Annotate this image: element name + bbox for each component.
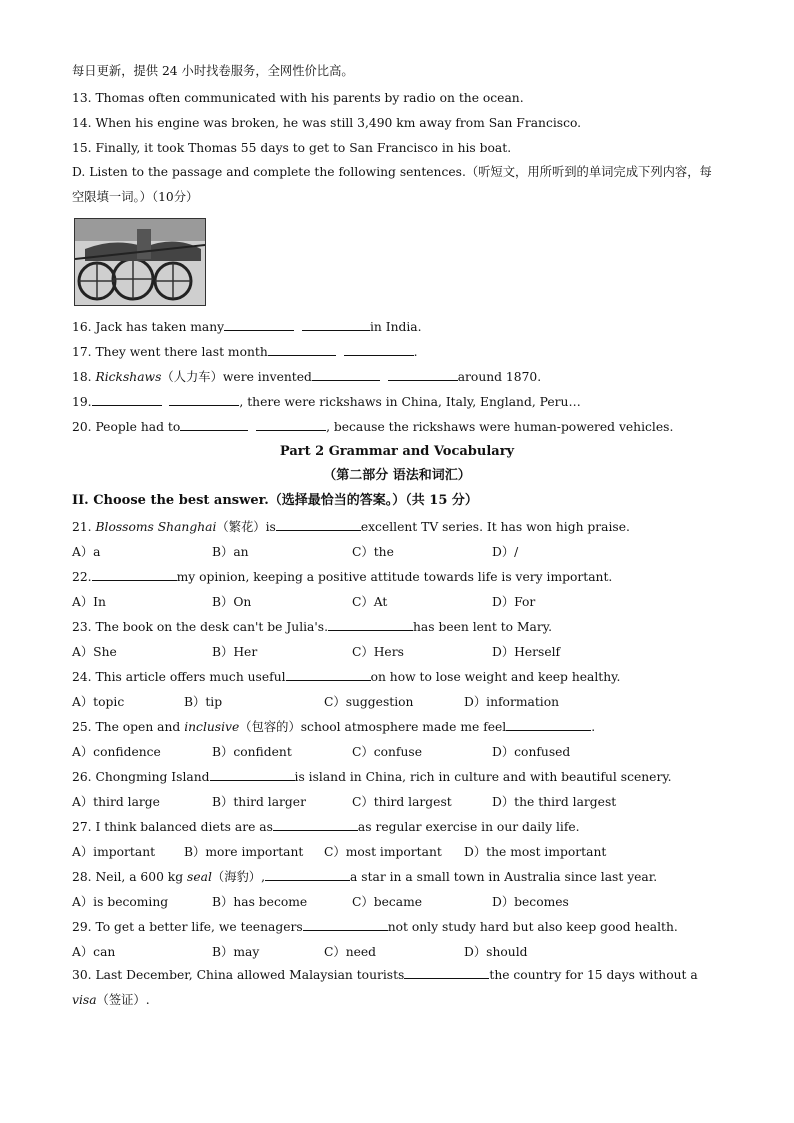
question-21 — [72, 518, 630, 536]
q23-option-c[interactable]: C）Hers — [352, 645, 404, 659]
q30-num: 30. — [72, 968, 96, 982]
q25-text-2: （包容的）school atmosphere made me feel — [239, 720, 507, 734]
q23-option-b[interactable]: B）Her — [212, 645, 258, 659]
q17-tail: . — [413, 345, 418, 359]
q24-option-a[interactable]: A）topic — [72, 695, 125, 709]
q24-blank[interactable] — [286, 668, 371, 681]
q18-num: 18. — [72, 370, 96, 384]
q25-option-b[interactable]: B）confident — [212, 745, 292, 759]
q24-option-c[interactable]: C）suggestion — [324, 695, 414, 709]
q26-blank[interactable] — [210, 768, 295, 781]
q27-option-c[interactable]: C）most important — [324, 845, 442, 859]
q16-text: 16. Jack has taken many — [72, 320, 225, 334]
section-ii-heading: II. Choose the best answer.（选择最恰当的答案。）（共 15 分） — [72, 493, 478, 508]
q25-text: The open and — [95, 720, 185, 734]
q20-blank-1[interactable] — [180, 418, 248, 431]
q28-text-2: （海豹）, — [211, 870, 266, 884]
q21-text: （繁花）is — [216, 520, 276, 534]
q29-blank[interactable] — [303, 918, 388, 931]
q24-option-b[interactable]: B）tip — [184, 695, 223, 709]
question-19 — [72, 393, 581, 411]
q19-blank-2[interactable] — [169, 393, 239, 406]
q21-option-a[interactable]: A）a — [72, 545, 101, 559]
q22-option-d[interactable]: D）For — [492, 595, 536, 609]
q21-num: 21. — [72, 520, 96, 534]
q21-option-d[interactable]: D）/ — [492, 545, 519, 559]
q25-num: 25. — [72, 720, 96, 734]
q26-option-d[interactable]: D）the third largest — [492, 795, 617, 809]
q17-blank-2[interactable] — [344, 343, 414, 356]
q27-option-a[interactable]: A）important — [72, 845, 156, 859]
q17-blank-1[interactable] — [268, 343, 336, 356]
q23-option-d[interactable]: D）Herself — [492, 645, 561, 659]
q21-tail: excellent TV series. It has won high praise. — [360, 520, 630, 534]
q28-italic: seal — [187, 870, 212, 884]
q16-blank-1[interactable] — [224, 318, 294, 331]
q28-tail: a star in a small town in Australia since last year. — [350, 870, 658, 884]
q26-tail: is island in China, rich in culture and with beautiful scenery. — [294, 770, 672, 784]
q20-blank-2[interactable] — [256, 418, 326, 431]
question-22 — [72, 568, 612, 586]
q23-num: 23. — [72, 620, 96, 634]
q24-text: This article offers much useful — [95, 670, 286, 684]
q20-tail: , because the rickshaws were human-powered vehicles. — [326, 420, 674, 434]
question-23 — [72, 618, 552, 636]
q26-option-b[interactable]: B）third larger — [212, 795, 306, 809]
q26-option-a[interactable]: A）third large — [72, 795, 160, 809]
question-25 — [72, 718, 595, 736]
q19-tail: , there were rickshaws in China, Italy, England, Peru… — [239, 395, 581, 409]
q27-blank[interactable] — [273, 818, 358, 831]
q20-text: 20. People had to — [72, 420, 181, 434]
q28-blank[interactable] — [265, 868, 350, 881]
q27-text: I think balanced diets are as — [95, 820, 273, 834]
q18-text: were invented — [222, 370, 312, 384]
q19-num: 19. — [72, 395, 92, 409]
question-26 — [72, 768, 672, 786]
q21-option-b[interactable]: B）an — [212, 545, 249, 559]
question-17 — [72, 343, 418, 361]
q16-blank-2[interactable] — [302, 318, 370, 331]
q30-text: Last December, China allowed Malaysian tourists — [95, 968, 405, 982]
q27-tail: as regular exercise in our daily life. — [357, 820, 580, 834]
q25-option-a[interactable]: A）confidence — [72, 745, 161, 759]
q21-option-c[interactable]: C）the — [352, 545, 394, 559]
q30-blank[interactable] — [404, 966, 489, 979]
q27-option-d[interactable]: D）the most important — [464, 845, 607, 859]
q18-tail: around 1870. — [457, 370, 542, 384]
q22-tail: my opinion, keeping a positive attitude towards life is very important. — [176, 570, 613, 584]
q28-text: Neil, a 600 kg — [95, 870, 188, 884]
intro-text: 每日更新，提供 24 小时找卷服务，全网性价比高。 — [72, 64, 354, 78]
q28-option-c[interactable]: C）became — [352, 895, 423, 909]
q18-cn: （人力车） — [161, 370, 223, 384]
question-24 — [72, 668, 620, 686]
q23-tail: has been lent to Mary. — [413, 620, 552, 634]
q18-blank-1[interactable] — [312, 368, 380, 381]
q29-option-b[interactable]: B）may — [212, 945, 260, 959]
q17-text: 17. They went there last month — [72, 345, 268, 359]
q29-option-c[interactable]: C）need — [324, 945, 377, 959]
q22-option-b[interactable]: B）On — [212, 595, 252, 609]
q25-blank[interactable] — [506, 718, 591, 731]
q22-blank[interactable] — [92, 568, 177, 581]
question-16 — [72, 318, 422, 336]
q28-option-b[interactable]: B）has become — [212, 895, 308, 909]
q28-option-a[interactable]: A）is becoming — [72, 895, 169, 909]
q25-italic: inclusive — [184, 720, 240, 734]
q25-option-c[interactable]: C）confuse — [352, 745, 422, 759]
q23-blank[interactable] — [328, 618, 413, 631]
q19-blank-1[interactable] — [92, 393, 162, 406]
statement-13: 13. Thomas often communicated with his parents by radio on the ocean. — [72, 91, 524, 105]
question-29 — [72, 918, 678, 936]
q27-option-b[interactable]: B）more important — [184, 845, 304, 859]
q21-italic: Blossoms Shanghai — [95, 520, 217, 534]
question-30 — [72, 963, 708, 1013]
q16-tail: in India. — [369, 320, 422, 334]
part2-title: Part 2 Grammar and Vocabulary — [279, 444, 515, 459]
q22-num: 22. — [72, 570, 92, 584]
rickshaw-photo-icon — [74, 218, 206, 306]
q29-text: To get a better life, we teenagers — [95, 920, 303, 934]
q29-tail: not only study hard but also keep good health. — [387, 920, 678, 934]
section-d-instruction: D. Listen to the passage and complete the following sentences.（听短文，用所听到的单词完成下列内容，每空限填一词。）（10分） — [72, 165, 712, 204]
q29-num: 29. — [72, 920, 96, 934]
q29-option-d[interactable]: D）should — [464, 945, 528, 959]
q30-text-2: the country for 15 days without a — [489, 968, 698, 982]
question-27 — [72, 818, 580, 836]
question-18 — [72, 368, 541, 386]
q25-tail: . — [591, 720, 596, 734]
q28-num: 28. — [72, 870, 96, 884]
part2-subtitle: （第二部分 语法和词汇） — [323, 468, 471, 483]
q26-text: Chongming Island — [95, 770, 210, 784]
q22-option-c[interactable]: C）At — [352, 595, 388, 609]
q30-tail: （签证）. — [96, 993, 150, 1007]
q24-tail: on how to lose weight and keep healthy. — [370, 670, 621, 684]
q22-option-a[interactable]: A）In — [72, 595, 106, 609]
q30-italic: visa — [72, 993, 97, 1007]
q25-option-d[interactable]: D）confused — [492, 745, 571, 759]
q28-option-d[interactable]: D）becomes — [492, 895, 569, 909]
q26-num: 26. — [72, 770, 96, 784]
q21-blank[interactable] — [276, 518, 361, 531]
q23-option-a[interactable]: A）She — [72, 645, 117, 659]
q18-blank-2[interactable] — [388, 368, 458, 381]
q27-num: 27. — [72, 820, 96, 834]
q23-text: The book on the desk can't be Julia's. — [95, 620, 328, 634]
question-28 — [72, 868, 657, 886]
q24-num: 24. — [72, 670, 96, 684]
q29-option-a[interactable]: A）can — [72, 945, 116, 959]
q18-italic: Rickshaws — [95, 370, 162, 384]
question-20 — [72, 418, 673, 436]
statement-14: 14. When his engine was broken, he was still 3,490 km away from San Francisco. — [72, 116, 582, 130]
statement-15: 15. Finally, it took Thomas 55 days to get to San Francisco in his boat. — [72, 141, 512, 155]
q26-option-c[interactable]: C）third largest — [352, 795, 452, 809]
q24-option-d[interactable]: D）information — [464, 695, 560, 709]
